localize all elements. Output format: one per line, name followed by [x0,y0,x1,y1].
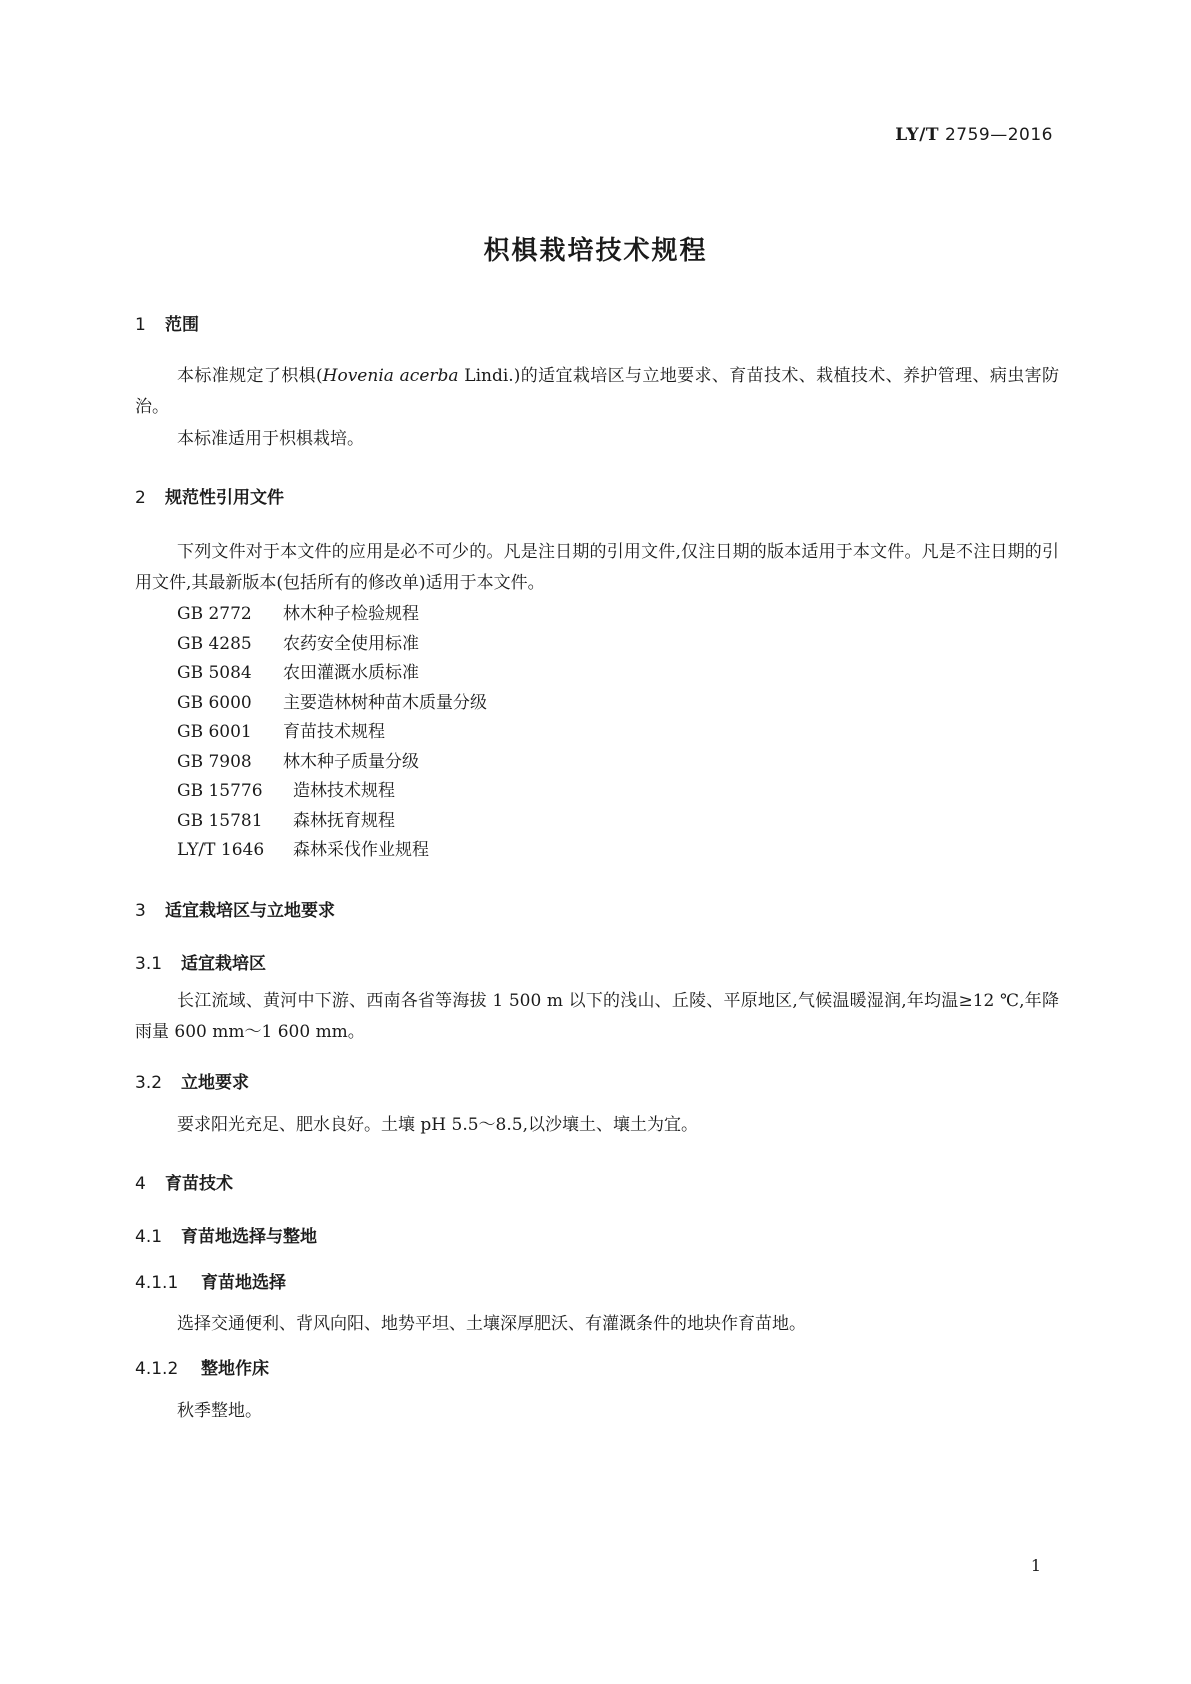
section-2-heading [135,483,284,508]
section-title: 范围 [165,315,199,335]
reference-item: GB 4285 农药安全使用标准 [177,634,419,654]
section-3-2-paragraph: 要求阳光充足、肥水良好。土壤 pH 5.5～8.5,以沙壤土、壤土为宜。 [177,1115,698,1135]
reference-item: GB 6001 育苗技术规程 [177,722,385,742]
section-3-heading [135,896,335,921]
section-1-applicability: 本标准适用于枳椇栽培。 [177,429,364,449]
section-title: 规范性引用文件 [165,488,284,508]
reference-item: LY/T 1646 森林采伐作业规程 [177,840,429,860]
section-number: 4.1 [135,1227,163,1247]
section-2-intro-paragraph: 下列文件对于本文件的应用是必不可少的。凡是注日期的引用文件,仅注日期的版本适用于本文件。凡是不注日期的引用文件,其最新版本(包括所有的修改单)适用于本文件。 [135,542,1059,593]
section-1-scope-paragraph: 本标准规定了枳椇(Hovenia acerba Lindi.)的适宜栽培区与立地要求、育苗技术、栽植技术、养护管理、病虫害防治。 [135,366,1059,417]
section-4-1-2-heading [135,1354,269,1379]
page-number: 1 [1030,1556,1041,1575]
section-number: 1 [135,315,146,335]
standard-number [895,125,1053,145]
reference-item: GB 7908 林木种子质量分级 [177,752,419,772]
section-number: 4.1.2 [135,1359,179,1379]
standard-code: 2759—2016 [944,125,1053,145]
section-4-1-1-heading [135,1268,286,1293]
reference-item: GB 15776 造林技术规程 [177,781,395,801]
section-4-1-1-paragraph: 选择交通便利、背风向阳、地势平坦、土壤深厚肥沃、有灌溉条件的地块作育苗地。 [177,1314,806,1334]
section-number: 4.1.1 [135,1273,179,1293]
section-title: 整地作床 [201,1359,269,1379]
reference-item: GB 5084 农田灌溉水质标准 [177,663,419,683]
reference-item: GB 15781 森林抚育规程 [177,811,395,831]
section-title: 育苗技术 [165,1174,233,1194]
section-number: 3.1 [135,954,163,974]
section-4-heading [135,1169,233,1194]
section-number: 3 [135,901,146,921]
section-title: 立地要求 [181,1073,249,1093]
section-3-1-heading [135,949,266,974]
section-3-1-paragraph: 长江流域、黄河中下游、西南各省等海拔 1 500 m 以下的浅山、丘陵、平原地区,气候温暖湿润,年均温≥12 ℃,年降雨量 600 mm～1 600 mm。 [135,991,1059,1042]
reference-item: GB 2772 林木种子检验规程 [177,604,419,624]
reference-item: GB 6000 主要造林树种苗木质量分级 [177,693,487,713]
section-3-2-heading [135,1068,249,1093]
section-title: 育苗地选择 [201,1273,286,1293]
section-title: 育苗地选择与整地 [181,1227,317,1247]
section-1-heading [135,310,199,335]
standard-prefix: LY/T [895,125,940,145]
section-4-1-2-paragraph: 秋季整地。 [177,1401,262,1421]
document-title: 枳椇栽培技术规程 [483,236,708,266]
section-title: 适宜栽培区与立地要求 [165,901,335,921]
section-number: 2 [135,488,146,508]
section-number: 4 [135,1174,146,1194]
species-name: Hovenia acerba [322,366,459,386]
section-4-1-heading [135,1222,317,1247]
section-number: 3.2 [135,1073,163,1093]
section-title: 适宜栽培区 [181,954,266,974]
